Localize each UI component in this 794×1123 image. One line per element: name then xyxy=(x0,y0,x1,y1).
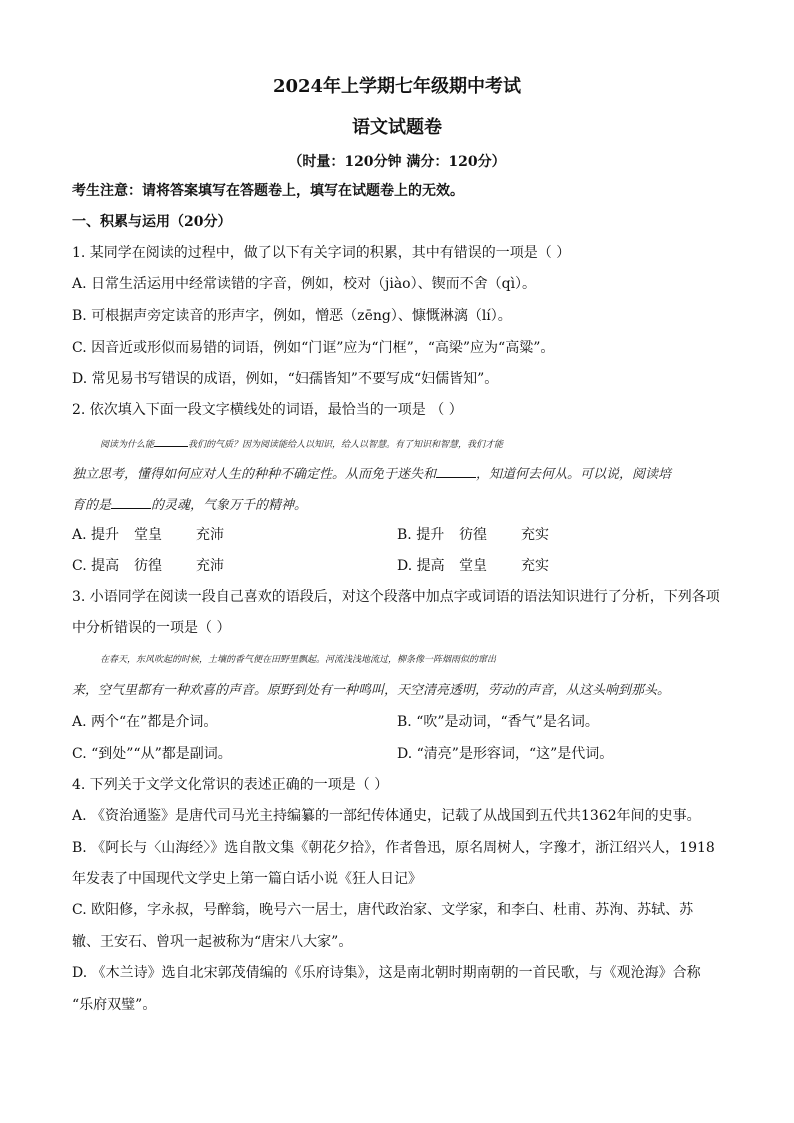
option-word: 堂皇 xyxy=(459,558,487,574)
option-word: B. 提升 xyxy=(397,527,445,543)
q3-option-b: B. “吹”是动词，“香气”是名词。 xyxy=(397,714,599,730)
exam-title: 2024年上学期七年级期中考试 xyxy=(272,76,522,97)
q4-option-b-line-1: B. 《阿长与〈山海经〉》选自散文集《朝花夕拾》，作者鲁迅，原名周树人，字豫才，浙江绍兴人，1918 xyxy=(72,840,715,856)
option-word: 充沛 xyxy=(196,527,224,543)
passage-text: 我们的气质？因为阅读能给人以知识，给人以智慧。有了知识和智慧，我们才能 xyxy=(188,440,504,450)
q2-passage-line-2 xyxy=(72,463,722,485)
q4-option-b-line-2: 年发表了中国现代文学史上第一篇白话小说《狂人日记》 xyxy=(72,871,422,887)
q2-passage-line-1 xyxy=(72,432,750,455)
exam-meta: （时量：120分钟 满分：120分） xyxy=(288,154,506,170)
q3-passage-line-2: 来，空气里都有一种欢喜的声音。原野到处有一种鸣叫，天空清亮透明，劳动的声音，从这头响到那头。 xyxy=(72,683,671,698)
passage-text: 育的是 xyxy=(72,498,112,513)
q1-option-a: A. 日常生活运用中经常读错的字音，例如，校对（jiào）、锲而不舍（qì）。 xyxy=(72,276,537,292)
q2-option-d xyxy=(397,556,583,576)
candidate-notice: 考生注意：请将答案填写在答题卷上，填写在试题卷上的无效。 xyxy=(72,183,464,199)
section-heading: 一、积累与运用（20分） xyxy=(72,214,232,230)
exam-subtitle: 语文试题卷 xyxy=(352,117,442,138)
answer-blank-3 xyxy=(111,494,151,509)
q3-passage-line-1: 在春天，东风吹起的时候，土壤的香气便在田野里飘起。河流浅浅地流过，柳条像一阵烟雨似的窜出 xyxy=(100,655,497,665)
q3-option-c: C. “到处”“从”都是副词。 xyxy=(72,746,232,762)
q1-stem: 1. 某同学在阅读的过程中，做了以下有关字词的积累，其中有错误的一项是（ ） xyxy=(72,245,571,261)
q1-option-b: B. 可根据声旁定读音的形声字，例如，憎恶（zēng）、慷慨淋漓（lí）。 xyxy=(72,308,512,324)
q2-option-a xyxy=(72,525,258,545)
q3-stem-line-2: 中分析错误的一项是（ ） xyxy=(72,620,231,636)
q4-option-c-line-2: 辙、王安石、曾巩一起被称为“唐宋八大家”。 xyxy=(72,934,353,950)
q3-stem-line-1: 3. 小语同学在阅读一段自己喜欢的语段后，对这个段落中加点字或词语的语法知识进行了分析，下列各项 xyxy=(72,589,720,605)
q2-passage-line-3 xyxy=(72,494,722,516)
passage-text: ，知道何去何从。可以说，阅读培 xyxy=(476,467,672,482)
answer-blank-1 xyxy=(154,432,188,447)
option-word: C. 提高 xyxy=(72,558,120,574)
q4-option-c-line-1: C. 欧阳修，字永叔，号醉翁，晚号六一居士，唐代政治家、文学家，和李白、杜甫、苏洵、苏轼、苏 xyxy=(72,902,694,918)
q4-option-a: A. 《资治通鉴》是唐代司马光主持编纂的一部纪传体通史，记载了从战国到五代共1362年间的史事。 xyxy=(72,808,701,824)
answer-blank-2 xyxy=(436,463,476,478)
q4-stem: 4. 下列关于文学文化常识的表述正确的一项是（ ） xyxy=(72,777,389,793)
option-word: 彷徨 xyxy=(134,558,162,574)
option-word: 堂皇 xyxy=(134,527,162,543)
q2-stem: 2. 依次填入下面一段文字横线处的词语，最恰当的一项是 （ ） xyxy=(72,402,463,418)
passage-text: 独立思考，懂得如何应对人生的种种不确定性。从而免于迷失和 xyxy=(72,467,437,482)
q1-option-d: D. 常见易书写错误的成语，例如，“妇孺皆知”不要写成“妇儒皆知”。 xyxy=(72,371,499,387)
q1-option-c: C. 因音近或形似而易错的词语，例如“门诓”应为“门框”，“高梁”应为“高粱”。 xyxy=(72,340,555,356)
option-word: 充实 xyxy=(521,558,549,574)
q3-option-d: D. “清亮”是形容词，“这”是代词。 xyxy=(397,746,614,762)
q4-option-d-line-1: D. 《木兰诗》选自北宋郭茂倩编的《乐府诗集》，这是南北朝时期南朝的一首民歌，与《观沧海》合称 xyxy=(72,965,701,981)
q4-option-d-line-2: “乐府双璧”。 xyxy=(72,997,157,1013)
q2-option-c xyxy=(72,556,258,576)
option-word: 充沛 xyxy=(196,558,224,574)
option-word: 彷徨 xyxy=(459,527,487,543)
q3-option-a: A. 两个“在”都是介词。 xyxy=(72,714,218,730)
passage-text: 阅读为什么能 xyxy=(100,440,155,450)
option-word: A. 提升 xyxy=(72,527,120,543)
passage-text: 的灵魂，气象万千的精神。 xyxy=(151,498,308,513)
option-word: D. 提高 xyxy=(397,558,445,574)
option-word: 充实 xyxy=(521,527,549,543)
q2-option-b xyxy=(397,525,583,545)
